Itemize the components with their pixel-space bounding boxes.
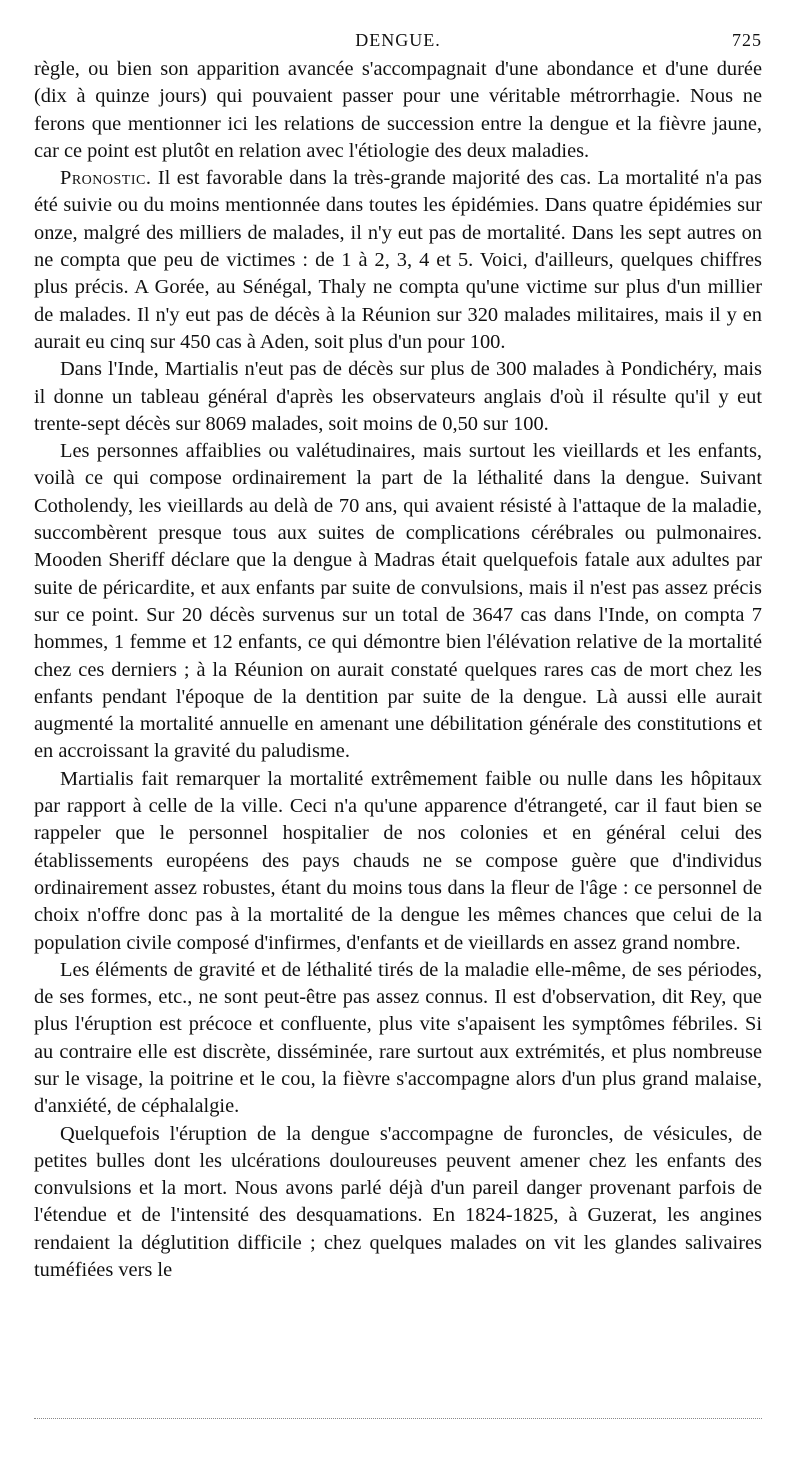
paragraph-complications bbox=[34, 1121, 762, 1285]
paragraph-text: règle, ou bien son apparition avancée s'accompagnait d'une abondance et d'une durée (dix à quinze jours) qui pouvaient passer pour une véritable métrorrhagie. Nous ne ferons que mentionner ici les relations de succession entre la dengue et la fièvre jaune, car ce point est plutôt en relation avec l'étiologie des deux maladies. bbox=[34, 58, 762, 162]
paragraph-prognosis bbox=[34, 165, 762, 356]
paragraph-severity bbox=[34, 957, 762, 1121]
running-head bbox=[34, 30, 762, 56]
footer-rule bbox=[34, 1418, 762, 1419]
paragraph-text: Dans l'Inde, Martialis n'eut pas de décès sur plus de 300 malades à Pondichéry, mais il donne un tableau général d'après les observateurs anglais d'où il résulte qu'il y eut trente-sept décès sur 8069 malades, soit moins de 0,50 sur 100. bbox=[34, 358, 762, 435]
book-page bbox=[34, 30, 762, 1284]
section-heading: Pronostic. bbox=[60, 167, 152, 190]
paragraph-text: Quelquefois l'éruption de la dengue s'accompagne de furoncles, de vésicules, de petites bulles dont les ulcérations douloureuses peuvent amener chez les enfants des convulsions et la mort. Nous avons parlé déjà d'un pareil danger provenant parfois de l'étendue et de l'intensité des desquamations. En 1824-1825, à Guzerat, les angines rendaient la déglutition difficile ; chez quelques malades on vit les glandes salivaires tuméfiées vers le bbox=[34, 1122, 762, 1282]
paragraph-india bbox=[34, 356, 762, 438]
paragraph-text: Martialis fait remarquer la mortalité extrêmement faible ou nulle dans les hôpitaux par rapport à celle de la ville. Ceci n'a qu'une apparence d'étrangeté, car il faut bien se rappeler que le personnel hospitalier de nos colonies et en général celui des établissements européens des pays chauds ne se compose guère que d'individus ordinairement assez robustes, étant du moins tous dans la fleur de l'âge : ce personnel de choix n'offre donc pas à la mortalité de la dengue les mêmes chances que celui de la population civile composé d'infirmes, d'enfants et de vieillards en assez grand nombre. bbox=[34, 767, 762, 954]
paragraph-text: Il est favorable dans la très-grande majorité des cas. La mortalité n'a pas été suivie ou du moins mentionnée dans toutes les épidémies. Dans quatre épidémies sur onze, malgré des milliers de malades, il n'y eut pas de mortalité. Dans les sept autres on ne compta que peu de victimes : de 1 à 2, 3, 4 et 5. Voici, d'ailleurs, quelques chiffres plus précis. A Gorée, au Sénégal, Thaly ne compta qu'une victime sur plus d'un millier de malades. Il n'y eut pas de décès à la Réunion sur 320 malades militaires, mais il y en aurait eu cinq sur 450 cas à Aden, soit plus d'un pour 100. bbox=[34, 167, 762, 353]
page-number: 725 bbox=[732, 30, 762, 50]
running-title: DENGUE. bbox=[355, 30, 441, 50]
body-text bbox=[34, 56, 762, 1284]
paragraph-hospital-mortality bbox=[34, 766, 762, 957]
paragraph-text: Les éléments de gravité et de léthalité tirés de la maladie elle-même, de ses périodes, de ses formes, etc., ne sont peut-être pas assez connus. Il est d'observation, dit Rey, que plus l'éruption est précoce et confluente, plus vite s'apaisent les symptômes fébriles. Si au contraire elle est discrète, disséminée, rare surtout aux extrémités, et plus nombreuse sur le visage, la poitrine et le cou, la fièvre s'accompagne alors d'un plus grand malaise, d'anxiété, de céphalalgie. bbox=[34, 958, 762, 1118]
paragraph-vulnerable-groups bbox=[34, 438, 762, 766]
paragraph-continuation bbox=[34, 56, 762, 165]
paragraph-text: Les personnes affaiblies ou valétudinaires, mais surtout les vieillards et les enfants, voilà ce qui compose ordinairement la part de la léthalité dans la dengue. Suivant Cotholendy, les vieillards au delà de 70 ans, qui avaient résisté à l'attaque de la maladie, succombèrent presque tous aux suites de complications cérébrales ou pulmonaires. Mooden Sheriff déclare que la dengue à Madras était quelquefois fatale aux adultes par suite de péricardite, et aux enfants par suite de convulsions, mais il n'est pas assez précis sur ce point. Sur 20 décès survenus sur un total de 3647 cas dans l'Inde, on compta 7 hommes, 1 femme et 12 enfants, ce qui démontre bien l'élévation relative de la mortalité chez ces derniers ; à la Réunion on aurait constaté quelques rares cas de mort chez les enfants pendant l'époque de la dentition par suite de la dengue. Là aussi elle aurait augmenté la mortalité annuelle en amenant une débilitation générale des constitutions et en accroissant la gravité du paludisme. bbox=[34, 440, 762, 763]
